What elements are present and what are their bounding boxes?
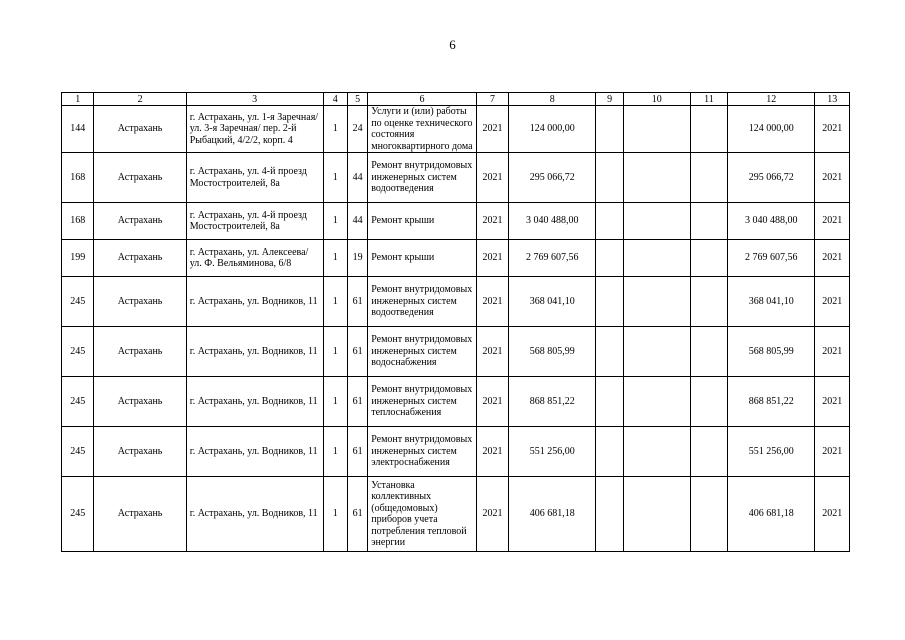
cell-cost-col12: 295 066,72 <box>728 153 815 203</box>
column-header: 3 <box>186 93 323 106</box>
cell-col4: 1 <box>323 240 347 277</box>
cell-cost-total: 368 041,10 <box>509 277 596 327</box>
cell-cost-col12: 568 805,99 <box>728 327 815 377</box>
cell-address: г. Астрахань, ул. 4-й проезд Мостостроителей, 8а <box>186 153 323 203</box>
cell-col5: 24 <box>347 106 367 153</box>
table-row <box>62 477 850 552</box>
cell-address: г. Астрахань, ул. Алексеева/ ул. Ф. Вельяминова, 6/8 <box>186 240 323 277</box>
cell-col11 <box>690 106 728 153</box>
cell-work-type: Ремонт крыши <box>368 240 477 277</box>
cell-work-type: Ремонт внутридомовых инженерных систем водоснабжения <box>368 327 477 377</box>
table-row <box>62 240 850 277</box>
cell-col10 <box>623 106 690 153</box>
cell-col11 <box>690 277 728 327</box>
cell-row-number: 144 <box>62 106 94 153</box>
cell-year: 2021 <box>476 240 508 277</box>
cell-year-col13: 2021 <box>815 477 850 552</box>
cell-year-col13: 2021 <box>815 277 850 327</box>
table-row <box>62 203 850 240</box>
cell-row-number: 245 <box>62 377 94 427</box>
cell-year: 2021 <box>476 327 508 377</box>
cell-work-type: Установка коллективных (общедомовых) приборов учета потребления тепловой энергии <box>368 477 477 552</box>
cell-col10 <box>623 327 690 377</box>
cell-address: г. Астрахань, ул. Водников, 11 <box>186 377 323 427</box>
cell-col5: 44 <box>347 203 367 240</box>
cell-year-col13: 2021 <box>815 153 850 203</box>
table-row <box>62 377 850 427</box>
cell-row-number: 199 <box>62 240 94 277</box>
column-header: 5 <box>347 93 367 106</box>
cell-city: Астрахань <box>94 477 186 552</box>
cell-col5: 61 <box>347 427 367 477</box>
column-header: 9 <box>596 93 623 106</box>
cell-row-number: 168 <box>62 203 94 240</box>
cell-year-col13: 2021 <box>815 327 850 377</box>
cell-col4: 1 <box>323 377 347 427</box>
cell-address: г. Астрахань, ул. Водников, 11 <box>186 427 323 477</box>
cell-col10 <box>623 153 690 203</box>
cell-col4: 1 <box>323 277 347 327</box>
cell-city: Астрахань <box>94 327 186 377</box>
cell-year: 2021 <box>476 377 508 427</box>
cell-city: Астрахань <box>94 377 186 427</box>
cell-work-type: Услуги и (или) работы по оценке технического состояния многоквартирного дома <box>368 106 477 153</box>
table-row <box>62 106 850 153</box>
cell-col10 <box>623 477 690 552</box>
table-row <box>62 427 850 477</box>
cell-work-type: Ремонт внутридомовых инженерных систем водоотведения <box>368 153 477 203</box>
column-header: 10 <box>623 93 690 106</box>
cell-col9 <box>596 477 623 552</box>
cell-year-col13: 2021 <box>815 377 850 427</box>
page-number: 6 <box>449 37 456 52</box>
cell-year-col13: 2021 <box>815 203 850 240</box>
cell-row-number: 168 <box>62 153 94 203</box>
cell-col11 <box>690 327 728 377</box>
cell-col10 <box>623 277 690 327</box>
cell-col9 <box>596 377 623 427</box>
cell-address: г. Астрахань, ул. Водников, 11 <box>186 327 323 377</box>
table-row <box>62 327 850 377</box>
cell-col5: 61 <box>347 327 367 377</box>
cell-col5: 61 <box>347 477 367 552</box>
cell-year-col13: 2021 <box>815 106 850 153</box>
table-row <box>62 277 850 327</box>
cell-row-number: 245 <box>62 427 94 477</box>
cell-col4: 1 <box>323 327 347 377</box>
cell-col11 <box>690 477 728 552</box>
cell-city: Астрахань <box>94 240 186 277</box>
cell-col11 <box>690 377 728 427</box>
column-number-row <box>62 93 850 106</box>
column-header: 11 <box>690 93 728 106</box>
cell-col10 <box>623 427 690 477</box>
cell-cost-total: 3 040 488,00 <box>509 203 596 240</box>
column-header: 12 <box>728 93 815 106</box>
cell-col9 <box>596 106 623 153</box>
cell-cost-col12: 868 851,22 <box>728 377 815 427</box>
cell-col9 <box>596 153 623 203</box>
cell-city: Астрахань <box>94 203 186 240</box>
cell-city: Астрахань <box>94 427 186 477</box>
cell-cost-total: 406 681,18 <box>509 477 596 552</box>
cell-work-type: Ремонт внутридомовых инженерных систем теплоснабжения <box>368 377 477 427</box>
cell-col5: 19 <box>347 240 367 277</box>
column-header: 13 <box>815 93 850 106</box>
cell-col5: 44 <box>347 153 367 203</box>
cell-col9 <box>596 427 623 477</box>
cell-cost-total: 551 256,00 <box>509 427 596 477</box>
cell-year: 2021 <box>476 427 508 477</box>
repair-table <box>61 92 850 552</box>
cell-address: г. Астрахань, ул. Водников, 11 <box>186 277 323 327</box>
cell-work-type: Ремонт внутридомовых инженерных систем электроснабжения <box>368 427 477 477</box>
cell-col11 <box>690 427 728 477</box>
cell-cost-total: 295 066,72 <box>509 153 596 203</box>
cell-cost-total: 124 000,00 <box>509 106 596 153</box>
cell-year: 2021 <box>476 277 508 327</box>
cell-address: г. Астрахань, ул. 1-я Заречная/ ул. 3-я Заречная/ пер. 2-й Рыбацкий, 4/2/2, корп. 4 <box>186 106 323 153</box>
cell-row-number: 245 <box>62 277 94 327</box>
cell-cost-total: 2 769 607,56 <box>509 240 596 277</box>
table-row <box>62 153 850 203</box>
cell-year: 2021 <box>476 477 508 552</box>
cell-cost-total: 868 851,22 <box>509 377 596 427</box>
cell-col11 <box>690 203 728 240</box>
column-header: 7 <box>476 93 508 106</box>
cell-cost-col12: 2 769 607,56 <box>728 240 815 277</box>
cell-cost-col12: 3 040 488,00 <box>728 203 815 240</box>
cell-col4: 1 <box>323 477 347 552</box>
column-header: 6 <box>368 93 477 106</box>
cell-year: 2021 <box>476 203 508 240</box>
cell-col9 <box>596 240 623 277</box>
cell-col4: 1 <box>323 106 347 153</box>
cell-col9 <box>596 203 623 240</box>
cell-col9 <box>596 277 623 327</box>
cell-col11 <box>690 240 728 277</box>
cell-cost-col12: 406 681,18 <box>728 477 815 552</box>
cell-work-type: Ремонт крыши <box>368 203 477 240</box>
cell-col10 <box>623 377 690 427</box>
cell-col10 <box>623 203 690 240</box>
cell-cost-col12: 124 000,00 <box>728 106 815 153</box>
column-header: 2 <box>94 93 186 106</box>
cell-year: 2021 <box>476 153 508 203</box>
column-header: 4 <box>323 93 347 106</box>
cell-work-type: Ремонт внутридомовых инженерных систем водоотведения <box>368 277 477 327</box>
cell-col5: 61 <box>347 377 367 427</box>
cell-city: Астрахань <box>94 106 186 153</box>
cell-row-number: 245 <box>62 327 94 377</box>
column-header: 1 <box>62 93 94 106</box>
cell-year-col13: 2021 <box>815 427 850 477</box>
cell-col10 <box>623 240 690 277</box>
cell-cost-col12: 368 041,10 <box>728 277 815 327</box>
cell-row-number: 245 <box>62 477 94 552</box>
cell-col4: 1 <box>323 203 347 240</box>
column-header: 8 <box>509 93 596 106</box>
cell-address: г. Астрахань, ул. 4-й проезд Мостостроителей, 8а <box>186 203 323 240</box>
cell-col5: 61 <box>347 277 367 327</box>
cell-col9 <box>596 327 623 377</box>
cell-col11 <box>690 153 728 203</box>
cell-city: Астрахань <box>94 153 186 203</box>
cell-col4: 1 <box>323 153 347 203</box>
cell-year-col13: 2021 <box>815 240 850 277</box>
cell-city: Астрахань <box>94 277 186 327</box>
cell-address: г. Астрахань, ул. Водников, 11 <box>186 477 323 552</box>
cell-year: 2021 <box>476 106 508 153</box>
cell-cost-total: 568 805,99 <box>509 327 596 377</box>
cell-col4: 1 <box>323 427 347 477</box>
cell-cost-col12: 551 256,00 <box>728 427 815 477</box>
